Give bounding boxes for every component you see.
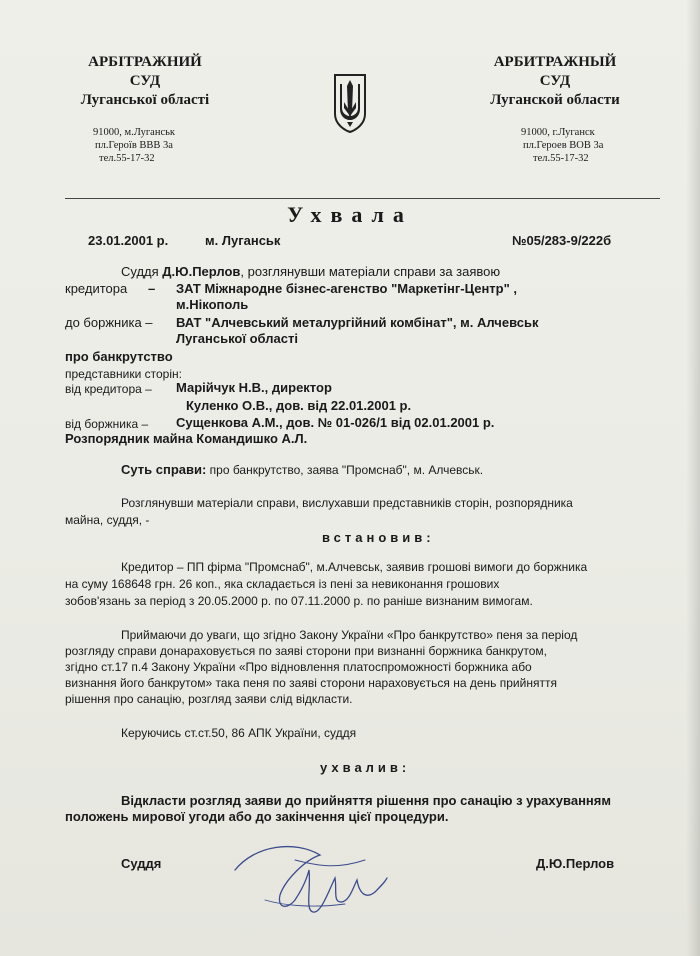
document-title: Ухвала — [287, 202, 413, 227]
creditor-label: кредитора — [65, 281, 128, 296]
judge-name: Д.Ю.Перлов — [162, 264, 241, 279]
essence-label: Суть справи: — [121, 462, 207, 477]
document-number: №05/283-9/222б — [512, 233, 612, 248]
handwritten-signature — [225, 830, 395, 920]
judge-line — [121, 264, 500, 280]
essence-text: про банкрутство, заява "Промснаб", м. Алчевськ. — [209, 463, 484, 477]
address-street: пл.Героев ВОВ 3а — [523, 140, 604, 151]
creditor-dash: – — [148, 281, 156, 296]
established-heading: встановив: — [322, 530, 435, 545]
address-phone: тел.55-17-32 — [533, 153, 589, 164]
trident-icon — [330, 72, 370, 134]
para2-line5: рішення про санацію, розгляд заяви слід відкласти. — [65, 692, 353, 706]
case-subject: про банкрутство — [65, 349, 173, 364]
court-header-right — [465, 53, 645, 110]
debtor-region: Луганської області — [176, 331, 298, 346]
court-header-left — [55, 53, 235, 110]
decision-line2: положень мирової угоди або до закінчення цієї процедури. — [65, 809, 449, 824]
court-address-right — [521, 126, 603, 165]
rep-creditor-1: Марійчук Н.В., директор — [176, 380, 332, 395]
para1-line1: Кредитор – ПП фірма "Промснаб", м.Алчевськ, заявив грошові вимоги до боржника — [121, 560, 588, 574]
representatives-heading: представники сторін: — [65, 367, 182, 381]
guided-line: Керуючись ст.ст.50, 86 АПК України, суддя — [121, 726, 357, 740]
document-city: м. Луганськ — [205, 233, 281, 248]
court-name-line2: СУД — [129, 73, 161, 89]
address-postal: 91000, м.Луганськ — [93, 127, 176, 138]
property-manager: Розпорядник майна Командишко А.Л. — [65, 431, 308, 446]
signature-name: Д.Ю.Перлов — [536, 856, 615, 871]
court-address-left — [93, 126, 175, 165]
judge-line-rest: , розглянувши матеріали справи за заявою — [240, 264, 501, 279]
document-date: 23.01.2001 р. — [88, 233, 169, 248]
rep-debtor-label: від боржника – — [65, 417, 149, 431]
rep-debtor-1: Сущенкова А.М., дов. № 01-026/1 від 02.01.2001 р. — [176, 415, 495, 430]
para2-line4: визнання його банкрутом» така пеня по заяві сторони нараховується на день прийняття — [65, 676, 557, 690]
para1-line2: на суму 168648 грн. 26 коп., яка складається із пені за невиконання грошових — [65, 577, 500, 591]
para2-line2: розгляду справи донараховується по заяві сторони при визнанні боржника банкрутом, — [65, 644, 547, 658]
header-divider — [65, 198, 660, 199]
debtor-name: ВАТ "Алчевський металургійний комбінат", м. Алчевськ — [176, 315, 539, 330]
para1-line3: зобов'язань за період з 20.05.2000 р. по 07.11.2000 р. по раніше визнаним вимогам. — [65, 594, 533, 608]
creditor-city: м.Нікополь — [176, 297, 249, 312]
court-name-line2: СУД — [539, 73, 571, 89]
judge-prefix: Суддя — [121, 264, 159, 279]
court-name-line1: АРБИТРАЖНЫЙ — [493, 54, 617, 70]
address-postal: 91000, г.Луганск — [521, 127, 595, 138]
considered-line2: майна, суддя, - — [65, 513, 150, 527]
court-name-line1: АРБІТРАЖНИЙ — [88, 54, 202, 70]
case-essence — [121, 462, 483, 478]
para2-line3: згідно ст.17 п.4 Закону України «Про відновлення платоспроможності боржника або — [65, 660, 532, 674]
address-phone: тел.55-17-32 — [99, 153, 155, 164]
court-region: Луганської області — [80, 92, 210, 108]
decision-line1: Відкласти розгляд заяви до прийняття рішення про санацію з урахуванням — [121, 793, 611, 808]
page-edge-shadow — [686, 0, 700, 956]
address-street: пл.Героїв ВВВ 3а — [95, 140, 173, 151]
creditor-name: ЗАТ Міжнародне бізнес-агенство "Маркетінг-Центр" , — [176, 281, 517, 296]
court-region: Луганской области — [490, 92, 620, 108]
considered-line1: Розглянувши матеріали справи, вислухавши представників сторін, розпорядника — [121, 496, 573, 510]
rep-creditor-label: від кредитора – — [65, 382, 152, 396]
signature-label: Суддя — [121, 856, 162, 871]
para2-line1: Приймаючи до уваги, що згідно Закону України «Про банкрутство» пеня за період — [121, 628, 578, 642]
decided-heading: ухвалив: — [320, 760, 411, 775]
debtor-label: до боржника – — [65, 315, 153, 330]
rep-creditor-2: Куленко О.В., дов. від 22.01.2001 р. — [186, 398, 412, 413]
